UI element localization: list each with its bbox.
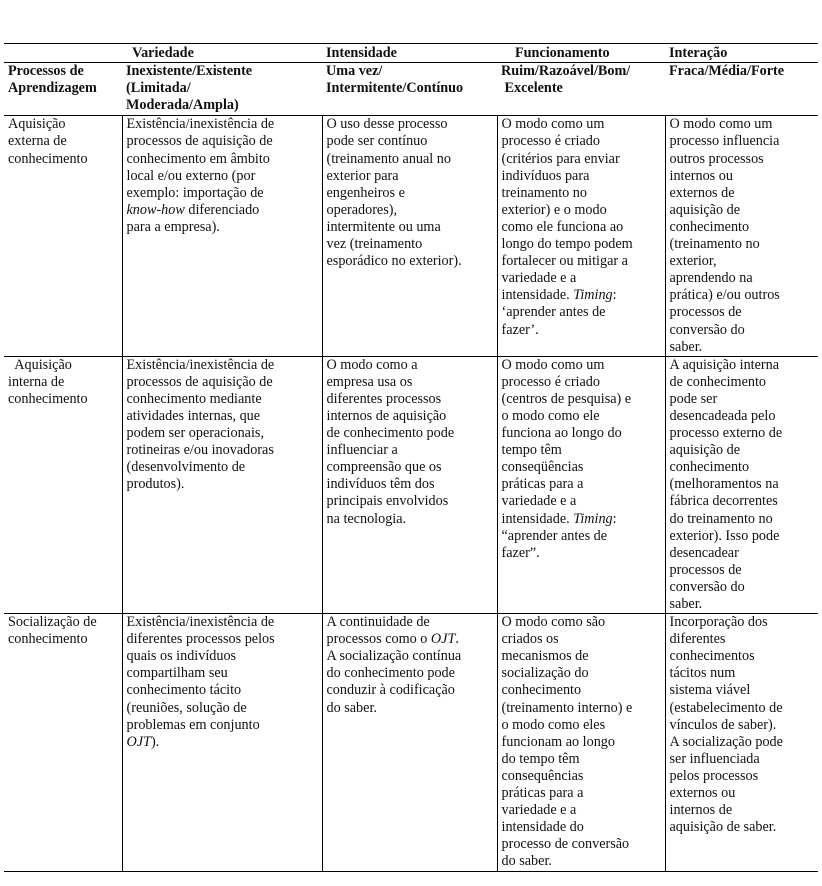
cell-text: O modo como um processo é criado (critérios para enviar indivíduos para treinamento no exterior) e o modo como ele funciona ao longo do tempo podem fortalecer ou mitigar a variedade e a intensidade. bbox=[501, 116, 633, 304]
cell-intensidade bbox=[322, 614, 497, 871]
cell-interacao bbox=[665, 116, 818, 356]
cell-text: O modo como um processo influencia outros processos internos ou externos de aquisição de conhecimento (treinamento no exterior, aprendendo na prática) e/ou outros processos de conversão do saber. bbox=[669, 116, 780, 355]
cell-interacao bbox=[665, 356, 818, 613]
cell-text: Existência/inexistência de processos de aquisição de conhecimento mediante atividades internas, que podem ser operacionais, rotineiras e/ou inovadoras (desenvolvimento de produtos). bbox=[126, 356, 275, 493]
cell-text: Aquisição externa de conhecimento bbox=[8, 116, 88, 167]
header-intensidade: Intensidade bbox=[322, 44, 497, 63]
cell-text: A aquisição interna de conhecimento pode ser desencadeada pelo processo externo de aquisição de conhecimento (melhoramentos na fábrica decorrentes do treinamento no exterior). Isso pode desencadear processos de conversão do saber. bbox=[669, 356, 783, 612]
header-interacao: Interação bbox=[665, 44, 818, 63]
italic-term: OJT bbox=[126, 733, 151, 750]
italic-term: know-how bbox=[126, 201, 185, 218]
cell-funcionamento bbox=[497, 614, 665, 871]
header-funcionamento: Funcionamento bbox=[497, 44, 665, 63]
cell-process bbox=[4, 356, 122, 613]
cell-text: Aquisição interna de conhecimento bbox=[8, 356, 88, 407]
cell-text: O modo como são criados os mecanismos de socialização do conhecimento (treinamento interno) e o modo como eles funcionam ao longo do tempo têm consequências práticas para a variedade e a intensidade do processo de conversão do saber. bbox=[501, 614, 633, 870]
cell-text: Existência/inexistência de processos de aquisição de conhecimento em âmbito local e/ou externo (por exemplo: importação de bbox=[126, 116, 275, 201]
cell-funcionamento bbox=[497, 356, 665, 613]
cell-text: A continuidade de processos como o bbox=[326, 614, 430, 648]
cell-intensidade bbox=[322, 116, 497, 356]
header-processos: Processos de Aprendizagem bbox=[4, 63, 122, 116]
header-variedade-scale: Inexistente/Existente (Limitada/ Moderada/Ampla) bbox=[122, 63, 322, 116]
cell-process bbox=[4, 614, 122, 871]
cell-text: O uso desse processo pode ser contínuo (treinamento anual no exterior para engenheiros e operadores), intermitente ou uma vez (treinamento esporádico no exterior). bbox=[326, 116, 462, 270]
table-row-aquisicao-externa bbox=[4, 116, 818, 356]
cell-intensidade bbox=[322, 356, 497, 613]
cell-text: Existência/inexistência de diferentes processos pelos quais os indivíduos compartilham seu conhecimento tácito (reuniões, solução de problemas em conjunto bbox=[126, 614, 275, 733]
table-body bbox=[4, 116, 818, 871]
cell-text: diferenciado para a empresa). bbox=[126, 201, 260, 235]
italic-term: Timing bbox=[573, 510, 613, 527]
italic-term: OJT bbox=[430, 631, 456, 648]
header-funcionamento-scale: Ruim/Razoável/Bom/ Excelente bbox=[497, 63, 665, 116]
cell-text: : ‘aprender antes de fazer’. bbox=[501, 287, 617, 338]
cell-text: ). bbox=[150, 733, 160, 750]
cell-variedade bbox=[122, 116, 322, 356]
italic-term: Timing bbox=[573, 287, 613, 304]
cell-interacao bbox=[665, 614, 818, 871]
table-row-aquisicao-interna bbox=[4, 356, 818, 613]
table-row-socializacao bbox=[4, 614, 818, 871]
cell-funcionamento bbox=[497, 116, 665, 356]
cell-text: Socialização de conhecimento bbox=[8, 614, 97, 648]
header-variedade: Variedade bbox=[4, 44, 322, 63]
header-scale-row bbox=[4, 63, 818, 116]
cell-text: : “aprender antes de fazer”. bbox=[501, 510, 617, 561]
header-interacao-scale: Fraca/Média/Forte bbox=[665, 63, 818, 116]
cell-process bbox=[4, 116, 122, 356]
cell-text: O modo como a empresa usa os diferentes processos internos de aquisição de conhecimento pode influenciar a compreensão que os indivíduos têm dos principais envolvidos na tecnologia. bbox=[326, 356, 455, 527]
learning-processes-table bbox=[4, 43, 818, 872]
header-intensidade-scale: Uma vez/ Intermitente/Contínuo bbox=[322, 63, 497, 116]
header-group-row bbox=[4, 44, 818, 63]
cell-variedade bbox=[122, 356, 322, 613]
cell-text: Incorporação dos diferentes conhecimentos tácitos num sistema viável (estabelecimento de vínculos de saber). A socialização pode ser influenciada pelos processos externos ou internos de aquisição de saber. bbox=[669, 614, 783, 836]
cell-text: O modo como um processo é criado (centros de pesquisa) e o modo como ele funciona ao longo do tempo têm conseqüências práticas para a variedade e a intensidade. bbox=[501, 356, 632, 527]
cell-text: . A socialização contínua do conhecimento pode conduzir à codificação do saber. bbox=[326, 631, 462, 716]
cell-variedade bbox=[122, 614, 322, 871]
